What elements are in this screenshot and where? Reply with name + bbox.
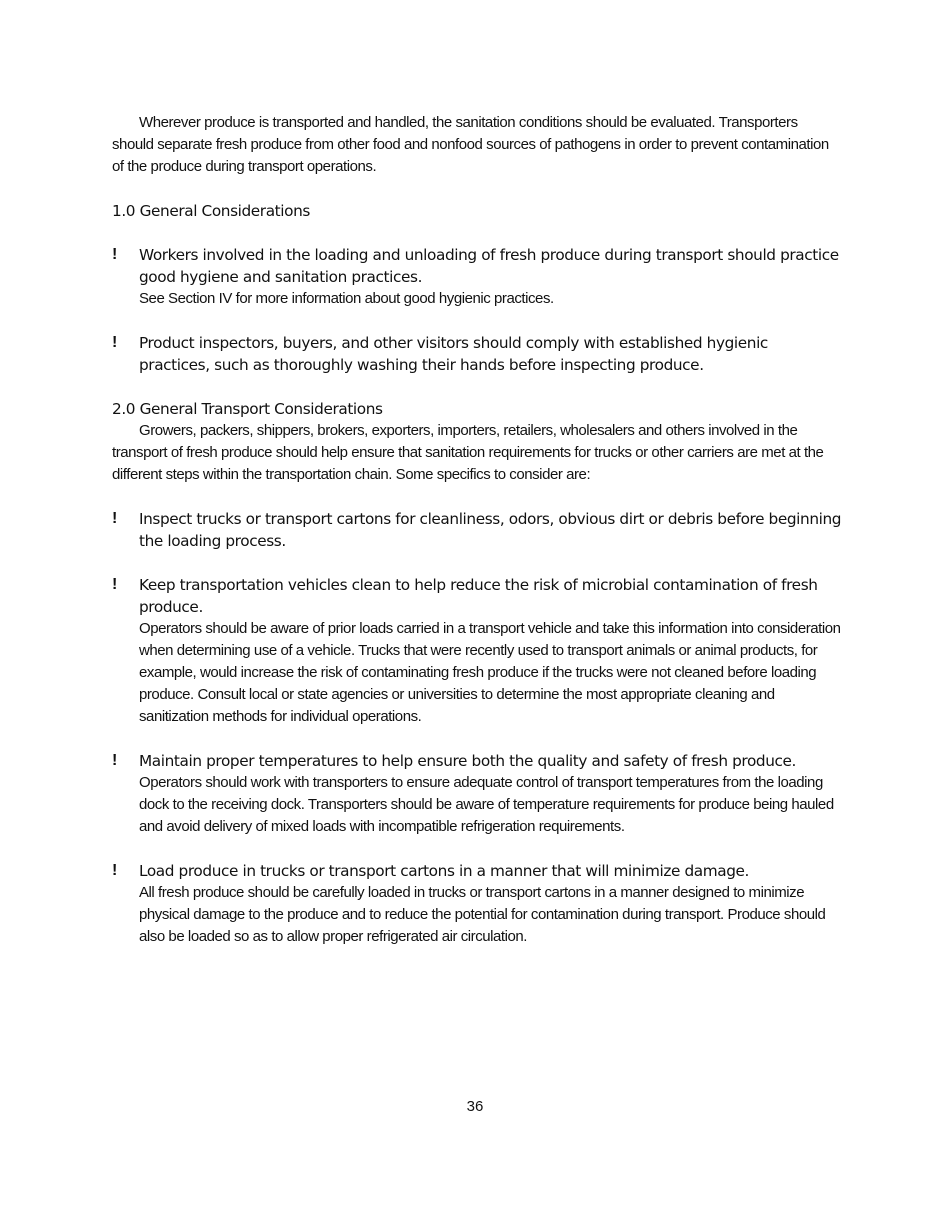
spacer <box>112 310 842 332</box>
section-heading-general-considerations: 1.0 General Considerations <box>112 202 310 220</box>
spacer <box>112 376 842 398</box>
bullet-item <box>112 508 842 552</box>
bullet-icon: ! <box>112 752 118 769</box>
bullet-detail: See Section IV for more information about good hygienic practices. <box>139 290 554 307</box>
bullet-detail: Operators should work with transporters to ensure adequate control of transport temperatures from the loading dock to the receiving dock. Transporters should be aware of temperature requirements for produce being hauled and avoid delivery of mixed loads with incompatible refrigeration requirements. <box>139 774 834 835</box>
bullet-item <box>112 574 842 728</box>
bullet-item <box>112 750 842 838</box>
bullet-title: Maintain proper temperatures to help ensure both the quality and safety of fresh produce. <box>139 752 796 770</box>
document-page <box>112 112 842 948</box>
bullet-detail: All fresh produce should be carefully loaded in trucks or transport cartons in a manner designed to minimize physical damage to the produce and to reduce the potential for contamination during transport. Produce should also be loaded so as to allow proper refrigerated air circulation. <box>139 884 826 945</box>
page-number: 36 <box>466 1098 484 1115</box>
section-heading-general-transport: 2.0 General Transport Considerations <box>112 400 383 418</box>
section-intro-paragraph: Growers, packers, shippers, brokers, exporters, importers, retailers, wholesalers and others involved in the transport of fresh produce should help ensure that sanitation requirements for trucks or other carriers are met at the different steps within the transportation chain. Some specifics to consider are: <box>112 422 824 483</box>
intro-paragraph: Wherever produce is transported and handled, the sanitation conditions should be evaluated. Transporters should separate fresh produce from other food and nonfood sources of pathogens in order to prevent contamination of the produce during transport operations. <box>112 114 829 175</box>
bullet-title: Keep transportation vehicles clean to help reduce the risk of microbial contamination of fresh produce. <box>139 576 818 616</box>
bullet-item <box>112 244 842 310</box>
bullet-icon: ! <box>112 334 118 351</box>
bullet-icon: ! <box>112 862 118 879</box>
bullet-detail: Operators should be aware of prior loads carried in a transport vehicle and take this information into consideration when determining use of a vehicle. Trucks that were recently used to transport animals or animal products, for example, would increase the risk of contaminating fresh produce if the trucks were not cleaned before loading produce. Consult local or state agencies or universities to determine the most appropriate cleaning and sanitization methods for individual operations. <box>139 620 841 725</box>
spacer <box>112 728 842 750</box>
spacer <box>112 486 842 508</box>
bullet-title: Product inspectors, buyers, and other visitors should comply with established hygienic practices, such as thoroughly washing their hands before inspecting produce. <box>139 334 768 374</box>
bullet-item <box>112 332 842 376</box>
bullet-icon: ! <box>112 576 118 593</box>
bullet-icon: ! <box>112 246 118 263</box>
bullet-title: Workers involved in the loading and unloading of fresh produce during transport should practice good hygiene and sanitation practices. <box>139 246 839 286</box>
bullet-title: Inspect trucks or transport cartons for cleanliness, odors, obvious dirt or debris before beginning the loading process. <box>139 510 842 550</box>
spacer <box>112 178 842 200</box>
spacer <box>112 838 842 860</box>
spacer <box>112 222 842 244</box>
bullet-item <box>112 860 842 948</box>
bullet-icon: ! <box>112 510 118 527</box>
bullet-title: Load produce in trucks or transport cartons in a manner that will minimize damage. <box>139 862 749 880</box>
spacer <box>112 552 842 574</box>
